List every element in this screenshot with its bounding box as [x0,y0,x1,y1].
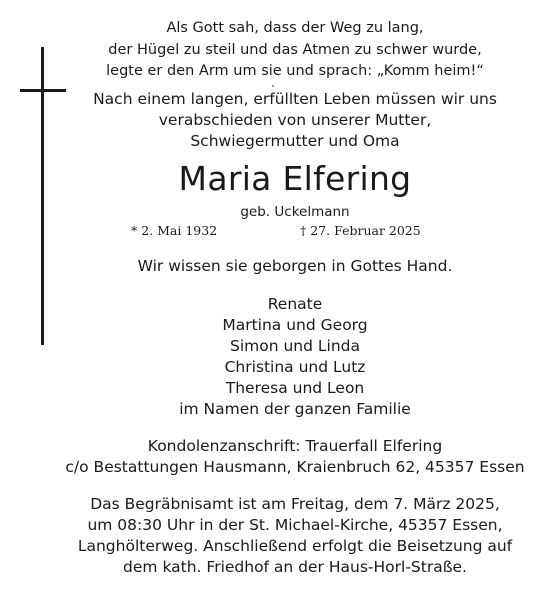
intro-line: Nach einem langen, erfüllten Leben müssen wir uns [93,90,497,108]
deceased-name: Maria Elfering [178,159,412,198]
faith-line: Wir wissen sie geborgen in Gottes Hand. [137,257,453,275]
decorative-dot [272,85,274,87]
mourner-line: Renate [267,295,323,313]
verse-line: legte er den Arm um sie und sprach: „Komm heim!“ [106,63,484,79]
condolence-line: Kondolenzanschrift: Trauerfall Elfering [147,437,443,455]
funeral-line: Langhölterweg. Anschließend erfolgt die Beisetzung auf [77,537,513,555]
death-date: † 27. Februar 2025 [300,223,421,238]
mourner-line: Christina und Lutz [224,358,366,376]
intro-line: verabschieden von unserer Mutter, [158,111,432,129]
maiden-name: geb. Uckelmann [240,204,350,220]
condolence-line: c/o Bestattungen Hausmann, Kraienbruch 62, 45357 Essen [65,458,525,476]
funeral-line: Das Begräbnisamt ist am Freitag, dem 7. März 2025, [90,495,500,513]
mourner-line: Martina und Georg [222,316,368,334]
verse-line: Als Gott sah, dass der Weg zu lang, [166,20,424,36]
mourner-line: Simon und Linda [230,337,360,355]
verse-line: der Hügel zu steil und das Atmen zu schwer wurde, [108,42,482,58]
intro-line: Schwiegermutter und Oma [190,132,400,150]
funeral-line: um 08:30 Uhr in der St. Michael-Kirche, 45357 Essen, [87,516,503,534]
mourner-line: Theresa und Leon [225,379,365,397]
mourner-line: im Namen der ganzen Familie [179,400,411,418]
funeral-line: dem kath. Friedhof an der Haus-Horl-Straße. [123,558,467,576]
birth-date: * 2. Mai 1932 [131,223,218,238]
